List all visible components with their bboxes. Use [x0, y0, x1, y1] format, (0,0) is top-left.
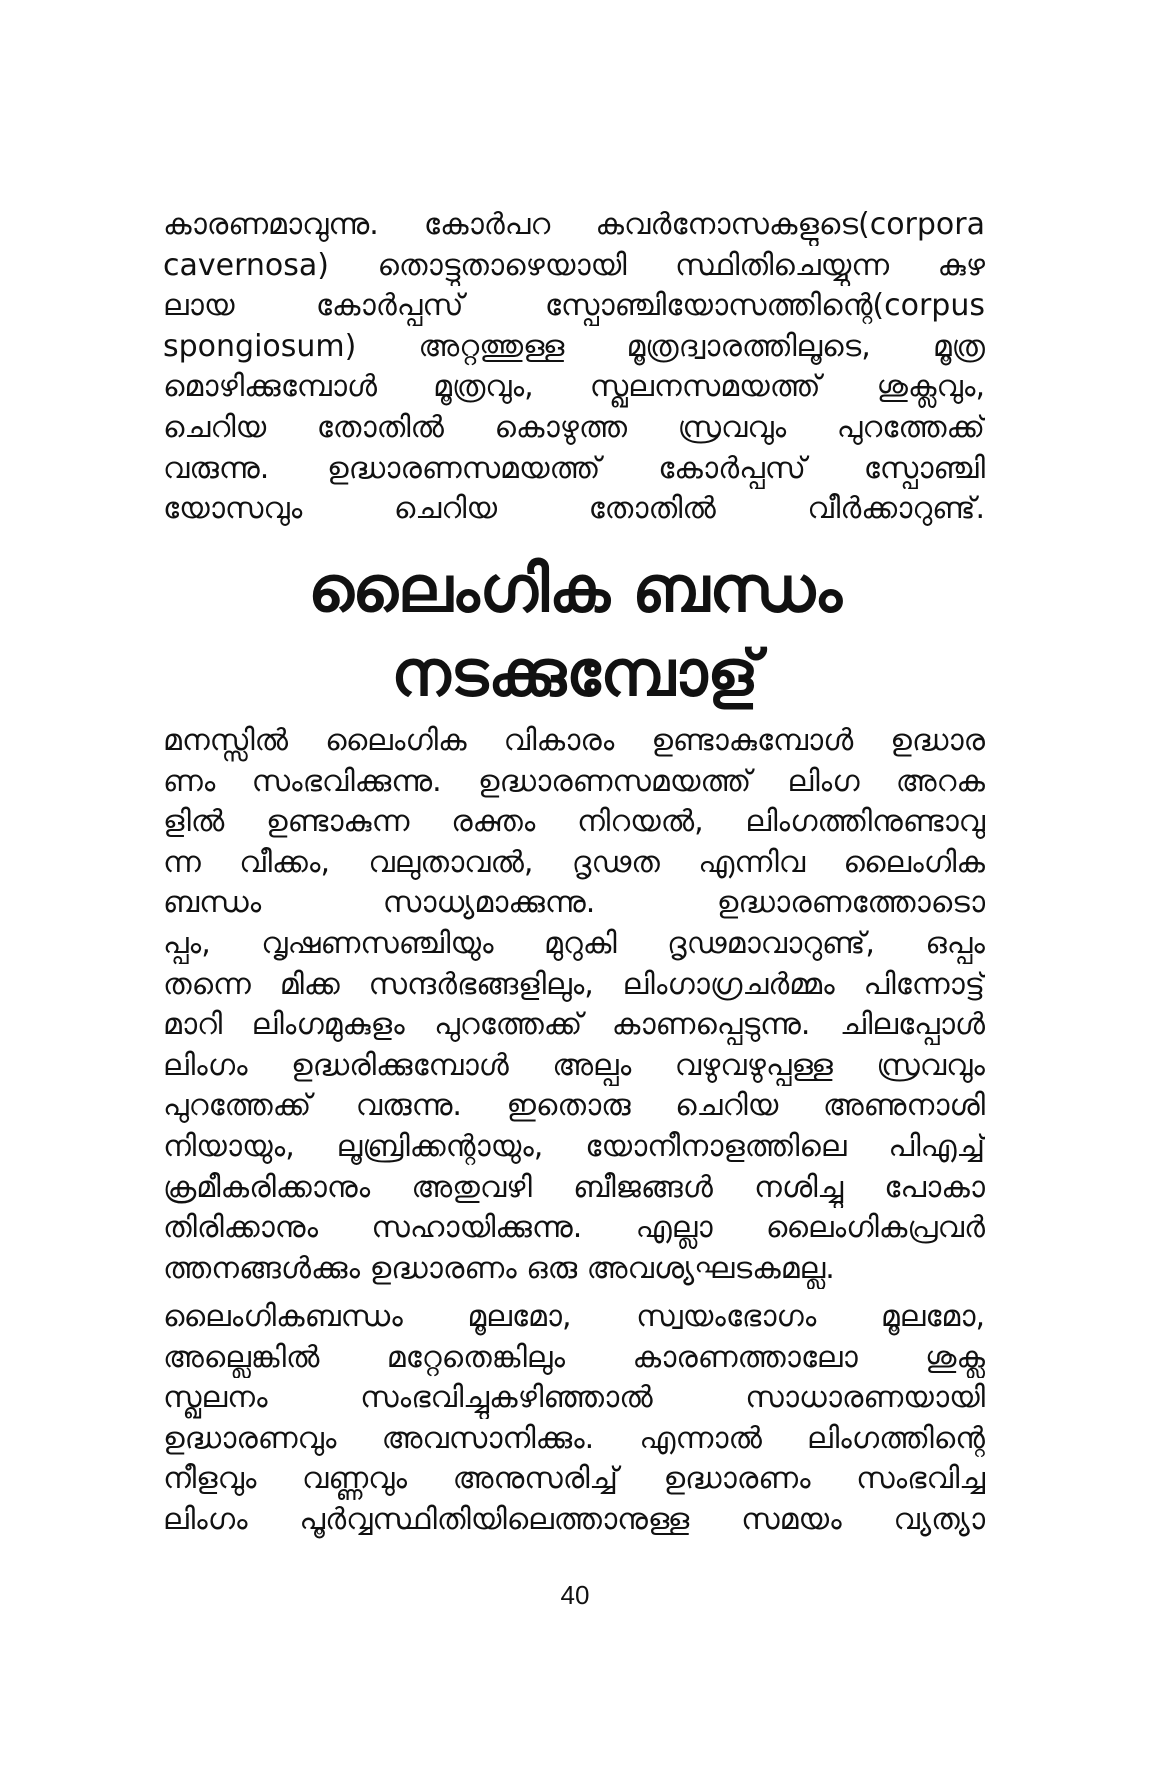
heading-line-1: ലൈംഗിക ബന്ധം [308, 553, 842, 627]
text-line: ലൈംഗികബന്ധം മൂലമോ, സ്വയംഭോഗം മൂലമോ, [163, 1299, 985, 1334]
text-line: മാറി ലിംഗമുകുളം പുറത്തേക്ക് കാണപ്പെടുന്നു. ചിലപ്പോൾ [163, 1007, 985, 1043]
text-line: ലിംഗം ഉദ്ധരിക്കുമ്പോൾ അല്പം വഴുവഴുപ്പുള്ള സ്രവവും [163, 1047, 985, 1083]
text-line: spongiosum) അറ്റത്തുള്ള മൂത്രദ്വാരത്തിലൂടെ, മൂത്ര [163, 328, 985, 364]
text-line: മനസ്സിൽ ലൈംഗിക വികാരം ഉണ്ടാകുമ്പോൾ ഉദ്ധാര [163, 723, 985, 758]
section-heading [0, 548, 1150, 716]
text-line: ണം സംഭവിക്കുന്നു. ഉദ്ധാരണസമയത്ത് ലിംഗ അറക [163, 763, 985, 799]
paragraph-1 [163, 205, 985, 530]
text-line: ളിൽ ഉണ്ടാകുന്ന രക്തം നിറയൽ, ലിംഗത്തിനുണ്ടാവു [163, 804, 985, 840]
text-line: ലിംഗം പൂർവ്വസ്ഥിതിയിലെത്താനുള്ള സമയം വ്യത്യാ [163, 1501, 985, 1537]
text-line: നിയായും, ലൂബ്രിക്കന്റായും, യോനീനാളത്തിലെ പിഎച്ച് [163, 1128, 985, 1164]
paragraph-2 [163, 721, 985, 1289]
text-line: ചെറിയ തോതിൽ കൊഴുത്ത സ്രവവും പുറത്തേക്ക് [163, 409, 985, 445]
text-line: ലായ കോർപ്പസ് സ്പോഞ്ചിയോസത്തിന്റെ(corpus [163, 288, 985, 324]
paragraph-3 [163, 1297, 985, 1541]
text-line: നീളവും വണ്ണവും അനുസരിച്ച് ഉദ്ധാരണം സംഭവിച്ച [163, 1461, 985, 1497]
text-line: വരുന്നു. ഉദ്ധാരണസമയത്ത് കോർപ്പസ് സ്പോഞ്ചി [163, 450, 985, 486]
heading-line-2: നടക്കുമ്പോള് [391, 637, 759, 711]
text-line: ത്തനങ്ങൾക്കും ഉദ്ധാരണം ഒരു അവശ്യഘടകമല്ല. [163, 1250, 835, 1286]
text-line: ക്രമീകരിക്കാനും അതുവഴി ബീജങ്ങൾ നശിച്ചു പോകാ [163, 1169, 985, 1205]
text-line: ന്ന വീക്കം, വലുതാവൽ, ദൃഢത എന്നിവ ലൈംഗിക [163, 844, 985, 880]
text-line: സ്ഖലനം സംഭവിച്ചുകഴിഞ്ഞാൽ സാധാരണയായി [163, 1380, 985, 1416]
text-line: cavernosa) തൊട്ടുതാഴെയായി സ്ഥിതിചെയ്യുന്ന കുഴ [163, 247, 985, 283]
text-line: തന്നെ മിക്ക സന്ദർഭങ്ങളിലും, ലിംഗാഗ്രചർമ്മം പിന്നോട്ട് [163, 966, 985, 1002]
text-line: ബന്ധം സാധ്യമാക്കുന്നു. ഉദ്ധാരണത്തോടൊ [163, 885, 985, 921]
text-line: പുറത്തേക്ക് വരുന്നു. ഇതൊരു ചെറിയ അണുനാശി [163, 1088, 985, 1124]
page-number: 40 [560, 1580, 590, 1610]
text-line: തിരിക്കാനും സഹായിക്കുന്നു. എല്ലാ ലൈംഗികപ്രവർ [163, 1210, 985, 1246]
text-line: മൊഴിക്കുമ്പോൾ മൂത്രവും, സ്ഖലനസമയത്ത് ശുക്ലവും, [163, 369, 985, 405]
text-line: അല്ലെങ്കിൽ മറ്റേതെങ്കിലും കാരണത്താലോ ശുക്ല [163, 1339, 985, 1375]
text-line: ഉദ്ധാരണവും അവസാനിക്കും. എന്നാൽ ലിംഗത്തിന്റെ [163, 1420, 985, 1456]
text-line: കാരണമാവുന്നു. കോർപറ കവർനോസകളുടെ(corpora [163, 207, 985, 242]
text-line: യോസവും ചെറിയ തോതിൽ വീർക്കാറുണ്ട്. [163, 491, 985, 527]
text-line: പ്പം, വൃഷണസഞ്ചിയും മുറുകി ദൃഢമാവാറുണ്ട്, ഒപ്പം [163, 925, 985, 961]
